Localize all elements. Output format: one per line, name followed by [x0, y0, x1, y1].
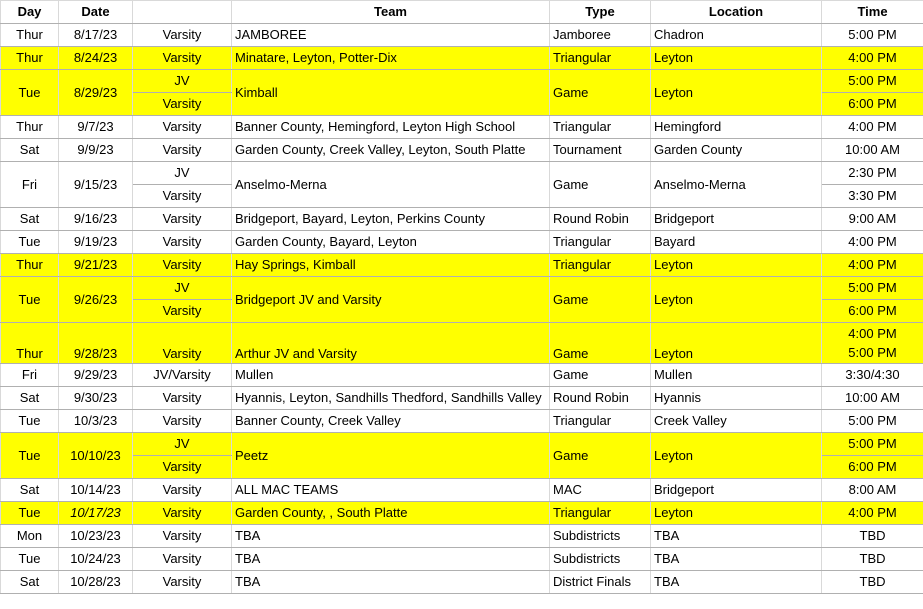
type-cell: Subdistricts	[550, 525, 651, 548]
table-row	[1, 571, 923, 594]
type-cell: Triangular	[550, 47, 651, 70]
team-cell: Banner County, Hemingford, Leyton High School	[232, 116, 550, 139]
header-date: Date	[59, 1, 133, 24]
location-cell: Leyton	[651, 502, 822, 525]
time-cell: TBD	[822, 525, 923, 548]
team-cell: Banner County, Creek Valley	[232, 410, 550, 433]
team-cell: Bridgeport, Bayard, Leyton, Perkins County	[232, 208, 550, 231]
day-cell: Sat	[1, 208, 59, 231]
level-cell: Varsity	[133, 185, 232, 208]
date-cell: 8/17/23	[59, 24, 133, 47]
team-cell: JAMBOREE	[232, 24, 550, 47]
date-cell: 9/28/23	[59, 323, 133, 364]
time-line: 5:00 PM	[848, 345, 897, 360]
type-cell: Jamboree	[550, 24, 651, 47]
type-cell: Round Robin	[550, 387, 651, 410]
location-cell: Leyton	[651, 323, 822, 364]
level-cell: Varsity	[133, 387, 232, 410]
table-row	[1, 433, 923, 456]
table-row	[1, 24, 923, 47]
level-cell: Varsity	[133, 47, 232, 70]
date-cell: 10/10/23	[59, 433, 133, 479]
time-cell: 5:00 PM	[822, 433, 923, 456]
level-cell: Varsity	[133, 300, 232, 323]
time-cell: 6:00 PM	[822, 456, 923, 479]
time-cell: 4:00 PM	[822, 116, 923, 139]
location-cell: Hemingford	[651, 116, 822, 139]
team-cell: TBA	[232, 571, 550, 594]
table-row	[1, 139, 923, 162]
team-cell: Mullen	[232, 364, 550, 387]
type-cell: Game	[550, 364, 651, 387]
team-cell: Arthur JV and Varsity	[232, 323, 550, 364]
table-row	[1, 277, 923, 300]
time-cell: 8:00 AM	[822, 479, 923, 502]
time-cell: TBD	[822, 548, 923, 571]
day-cell: Sat	[1, 139, 59, 162]
level-cell: JV	[133, 162, 232, 185]
type-cell: Game	[550, 433, 651, 479]
level-cell: Varsity	[133, 116, 232, 139]
day-cell: Thur	[1, 24, 59, 47]
location-cell: Bayard	[651, 231, 822, 254]
team-cell: Garden County, Bayard, Leyton	[232, 231, 550, 254]
type-cell: MAC	[550, 479, 651, 502]
location-cell: Creek Valley	[651, 410, 822, 433]
level-cell: Varsity	[133, 502, 232, 525]
team-cell: Hay Springs, Kimball	[232, 254, 550, 277]
location-cell: Anselmo-Merna	[651, 162, 822, 208]
time-cell: 5:00 PM	[822, 70, 923, 93]
type-cell: Game	[550, 277, 651, 323]
time-cell: 6:00 PM	[822, 300, 923, 323]
date-cell: 8/24/23	[59, 47, 133, 70]
location-cell: TBA	[651, 548, 822, 571]
day-cell: Fri	[1, 162, 59, 208]
day-cell: Tue	[1, 277, 59, 323]
time-cell: 4:00 PM	[822, 47, 923, 70]
table-row	[1, 387, 923, 410]
header-type: Type	[550, 1, 651, 24]
time-cell: 10:00 AM	[822, 387, 923, 410]
level-cell: JV	[133, 70, 232, 93]
day-cell: Fri	[1, 364, 59, 387]
day-cell: Tue	[1, 231, 59, 254]
day-cell: Sat	[1, 571, 59, 594]
day-cell: Mon	[1, 525, 59, 548]
team-cell: ALL MAC TEAMS	[232, 479, 550, 502]
table-row	[1, 70, 923, 93]
day-cell: Thur	[1, 254, 59, 277]
type-cell: Triangular	[550, 410, 651, 433]
day-cell: Thur	[1, 47, 59, 70]
date-cell: 9/30/23	[59, 387, 133, 410]
team-cell: Anselmo-Merna	[232, 162, 550, 208]
day-cell: Tue	[1, 502, 59, 525]
location-cell: Leyton	[651, 433, 822, 479]
time-cell: 4:00 PM	[822, 254, 923, 277]
date-cell: 10/14/23	[59, 479, 133, 502]
table-row	[1, 162, 923, 185]
date-cell: 10/23/23	[59, 525, 133, 548]
location-cell: Bridgeport	[651, 208, 822, 231]
level-cell: Varsity	[133, 208, 232, 231]
date-cell: 10/3/23	[59, 410, 133, 433]
type-cell: Triangular	[550, 231, 651, 254]
location-cell: Leyton	[651, 254, 822, 277]
time-cell: 10:00 AM	[822, 139, 923, 162]
day-cell: Tue	[1, 70, 59, 116]
team-cell: TBA	[232, 548, 550, 571]
date-cell: 9/29/23	[59, 364, 133, 387]
team-cell: Minatare, Leyton, Potter-Dix	[232, 47, 550, 70]
header-time: Time	[822, 1, 923, 24]
date-cell: 10/17/23	[59, 502, 133, 525]
type-cell: Tournament	[550, 139, 651, 162]
level-cell: JV	[133, 433, 232, 456]
type-cell: Triangular	[550, 502, 651, 525]
type-cell: District Finals	[550, 571, 651, 594]
time-cell: 4:00 PM	[822, 502, 923, 525]
schedule-body	[1, 24, 923, 594]
time-cell	[822, 323, 923, 364]
type-cell: Triangular	[550, 116, 651, 139]
header-location: Location	[651, 1, 822, 24]
level-cell: Varsity	[133, 571, 232, 594]
level-cell: Varsity	[133, 231, 232, 254]
date-cell: 9/21/23	[59, 254, 133, 277]
location-cell: Bridgeport	[651, 479, 822, 502]
date-cell: 10/28/23	[59, 571, 133, 594]
team-cell: Hyannis, Leyton, Sandhills Thedford, Sandhills Valley	[232, 387, 550, 410]
time-cell: 5:00 PM	[822, 277, 923, 300]
type-cell: Round Robin	[550, 208, 651, 231]
time-cell: 2:30 PM	[822, 162, 923, 185]
date-cell: 9/19/23	[59, 231, 133, 254]
level-cell: Varsity	[133, 410, 232, 433]
header-day: Day	[1, 1, 59, 24]
header-row	[1, 1, 923, 24]
time-cell: 3:30 PM	[822, 185, 923, 208]
time-cell: 5:00 PM	[822, 24, 923, 47]
team-cell: TBA	[232, 525, 550, 548]
time-cell: 5:00 PM	[822, 410, 923, 433]
day-cell: Tue	[1, 433, 59, 479]
table-row	[1, 410, 923, 433]
team-cell: Garden County, Creek Valley, Leyton, South Platte	[232, 139, 550, 162]
day-cell: Tue	[1, 410, 59, 433]
day-cell: Sat	[1, 479, 59, 502]
time-cell: 6:00 PM	[822, 93, 923, 116]
table-row	[1, 548, 923, 571]
date-cell: 8/29/23	[59, 70, 133, 116]
table-row	[1, 47, 923, 70]
level-cell: Varsity	[133, 254, 232, 277]
table-row	[1, 231, 923, 254]
type-cell: Game	[550, 323, 651, 364]
table-row	[1, 254, 923, 277]
header-level	[133, 1, 232, 24]
location-cell: Hyannis	[651, 387, 822, 410]
time-cell: 3:30/4:30	[822, 364, 923, 387]
time-line: 4:00 PM	[848, 326, 897, 341]
day-cell: Tue	[1, 548, 59, 571]
location-cell: Leyton	[651, 277, 822, 323]
level-cell: Varsity	[133, 479, 232, 502]
type-cell: Game	[550, 162, 651, 208]
location-cell: Leyton	[651, 47, 822, 70]
level-cell: Varsity	[133, 24, 232, 47]
location-cell: Leyton	[651, 70, 822, 116]
date-cell: 9/7/23	[59, 116, 133, 139]
day-cell: Sat	[1, 387, 59, 410]
location-cell: Chadron	[651, 24, 822, 47]
day-cell: Thur	[1, 116, 59, 139]
team-cell: Bridgeport JV and Varsity	[232, 277, 550, 323]
level-cell: Varsity	[133, 323, 232, 364]
table-row	[1, 208, 923, 231]
level-cell: JV	[133, 277, 232, 300]
location-cell: Mullen	[651, 364, 822, 387]
date-cell: 9/26/23	[59, 277, 133, 323]
day-cell: Thur	[1, 323, 59, 364]
time-cell: 9:00 AM	[822, 208, 923, 231]
date-cell: 9/9/23	[59, 139, 133, 162]
level-cell: Varsity	[133, 93, 232, 116]
level-cell: JV/Varsity	[133, 364, 232, 387]
level-cell: Varsity	[133, 548, 232, 571]
team-cell: Garden County, , South Platte	[232, 502, 550, 525]
team-cell: Kimball	[232, 70, 550, 116]
table-row	[1, 525, 923, 548]
type-cell: Game	[550, 70, 651, 116]
date-cell: 9/15/23	[59, 162, 133, 208]
team-cell: Peetz	[232, 433, 550, 479]
level-cell: Varsity	[133, 525, 232, 548]
type-cell: Subdistricts	[550, 548, 651, 571]
table-row	[1, 116, 923, 139]
level-cell: Varsity	[133, 456, 232, 479]
time-cell: TBD	[822, 571, 923, 594]
table-row	[1, 364, 923, 387]
table-row	[1, 323, 923, 364]
location-cell: TBA	[651, 525, 822, 548]
header-team: Team	[232, 1, 550, 24]
date-cell: 9/16/23	[59, 208, 133, 231]
type-cell: Triangular	[550, 254, 651, 277]
location-cell: Garden County	[651, 139, 822, 162]
location-cell: TBA	[651, 571, 822, 594]
date-cell: 10/24/23	[59, 548, 133, 571]
table-row	[1, 502, 923, 525]
time-cell: 4:00 PM	[822, 231, 923, 254]
table-row	[1, 479, 923, 502]
level-cell: Varsity	[133, 139, 232, 162]
